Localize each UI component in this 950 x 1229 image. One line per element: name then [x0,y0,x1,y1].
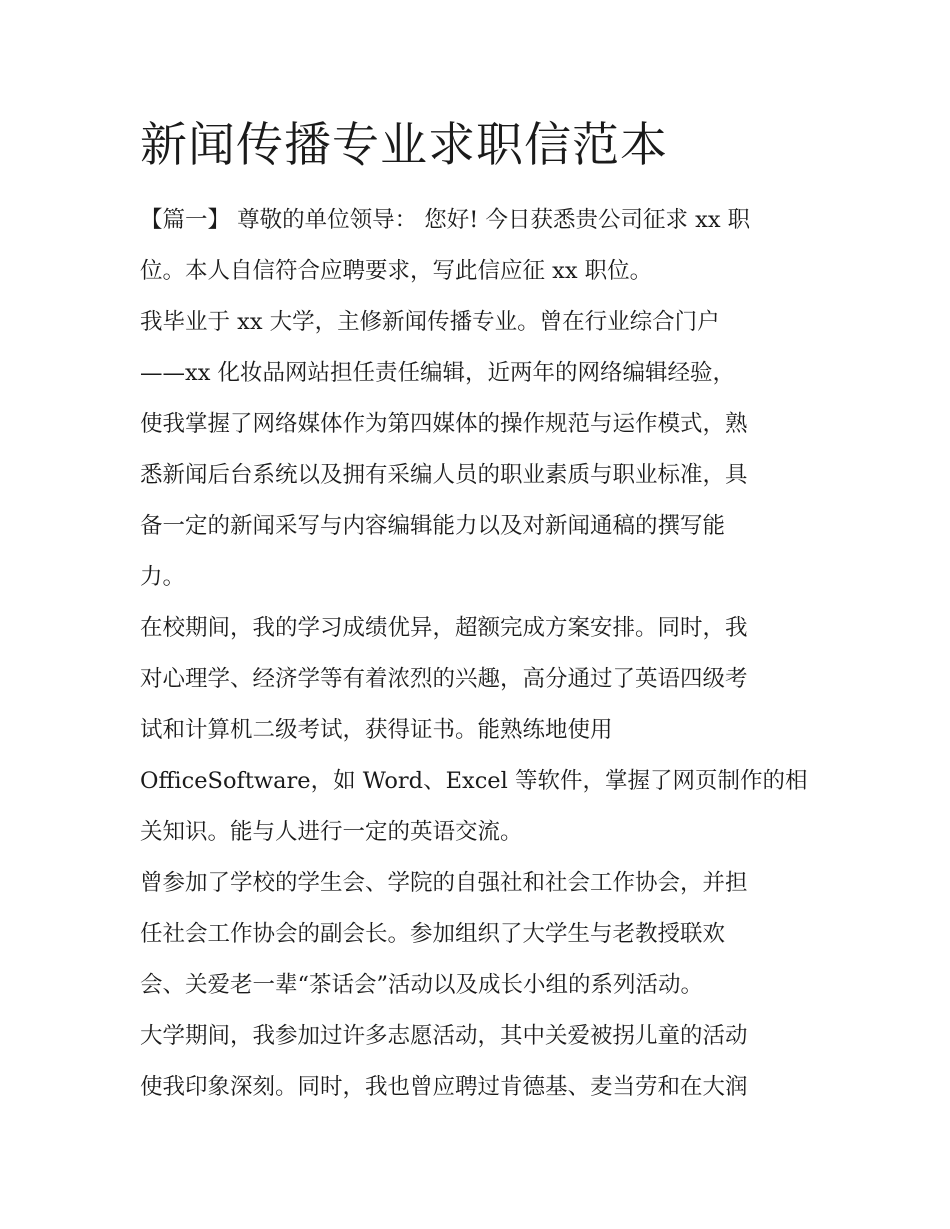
body-line: 在校期间，我的学习成绩优异，超额完成方案安排。同时，我 [140,615,748,641]
document-title: 新闻传播专业求职信范本 [140,118,668,173]
body-line: 大学期间，我参加过许多志愿活动，其中关爱被拐儿童的活动 [140,1023,748,1049]
body-line: 关知识。能与人进行一定的英语交流。 [140,819,523,845]
body-line: 试和计算机二级考试，获得证书。能熟练地使用 [140,717,613,743]
body-line: 使我印象深刻。同时，我也曾应聘过肯德基、麦当劳和在大润 [140,1074,748,1100]
body-line: 任社会工作协会的副会长。参加组织了大学生与老教授联欢 [140,921,726,947]
body-line: 悉新闻后台系统以及拥有采编人员的职业素质与职业标准，具 [140,462,748,488]
body-line: OfficeSoftware，如 Word、Excel 等软件，掌握了网页制作的相 [140,768,808,794]
body-line: 会、关爱老一辈“茶话会”活动以及成长小组的系列活动。 [140,972,704,998]
body-line: 力。 [140,564,186,590]
body-line: ——xx 化妆品网站担任责任编辑，近两年的网络编辑经验， [140,360,736,386]
body-line: 对心理学、经济学等有着浓烈的兴趣，高分通过了英语四级考 [140,666,748,692]
body-line: 曾参加了学校的学生会、学院的自强社和社会工作协会，并担 [140,870,748,896]
body-line: 位。本人自信符合应聘要求，写此信应征 xx 职位。 [140,258,653,284]
body-line: 备一定的新闻采写与内容编辑能力以及对新闻通稿的撰写能 [140,513,726,539]
body-line: 我毕业于 xx 大学，主修新闻传播专业。曾在行业综合门户 [140,309,720,335]
body-line: 【篇一】 尊敬的单位领导： 您好! 今日获悉贵公司征求 xx 职 [140,207,751,233]
body-line: 使我掌握了网络媒体作为第四媒体的操作规范与运作模式，熟 [140,411,748,437]
